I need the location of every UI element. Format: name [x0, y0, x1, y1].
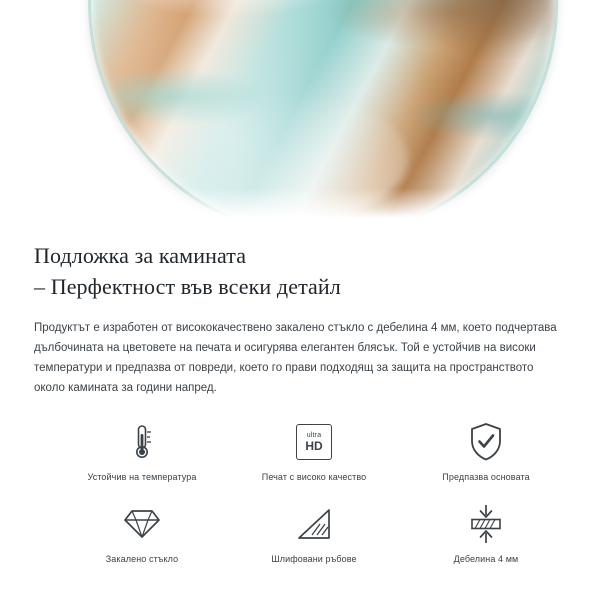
- polished-edges-icon: [295, 502, 333, 546]
- ultra-hd-badge-top: ultra: [306, 432, 322, 439]
- feature-item-print-quality: [228, 420, 400, 482]
- thermometer-icon: [129, 420, 155, 464]
- feature-label-print-quality: Печат с високо качество: [261, 472, 367, 482]
- diamond-icon: [122, 502, 162, 546]
- feature-label-tempered-glass: Закалено стъкло: [105, 554, 179, 564]
- ultra-hd-badge-bottom: HD: [305, 439, 323, 453]
- feature-label-polished-edges: Шлифовани ръбове: [271, 554, 357, 564]
- feature-item-temperature: [56, 420, 228, 482]
- thickness-icon: [467, 502, 505, 546]
- shield-check-icon: [468, 420, 504, 464]
- hero-image: [0, 0, 600, 222]
- feature-item-polished-edges: [228, 502, 400, 564]
- description-paragraph: Продуктът е изработен от висококачествено закалено стъкло с дебелина 4 мм, което подчертава дълбочината на цветовете на печата и осигурява елегантен блясък. Той е устойчив на високи температури и предпазва от повреди, което го прави подходящ за защита на пространството около камината за години напред.: [34, 322, 557, 394]
- content-block: [0, 222, 600, 564]
- feature-label-temperature: Устойчив на температура: [87, 472, 197, 482]
- ultra-hd-badge: [296, 424, 332, 460]
- headline-line-2: – Перфектност във всеки детайл: [34, 274, 341, 299]
- feature-label-thickness: Дебелина 4 мм: [453, 554, 519, 564]
- feature-label-protection: Предпазва основата: [442, 472, 530, 482]
- feature-grid: [34, 420, 566, 564]
- print-quality-icon: [296, 420, 332, 464]
- hero-fade-overlay: [0, 188, 600, 222]
- feature-item-thickness: [400, 502, 572, 564]
- feature-item-tempered-glass: [56, 502, 228, 564]
- headline-line-1: Подложка за камината: [34, 243, 247, 268]
- page-title: [34, 240, 566, 302]
- feature-item-protection: [400, 420, 572, 482]
